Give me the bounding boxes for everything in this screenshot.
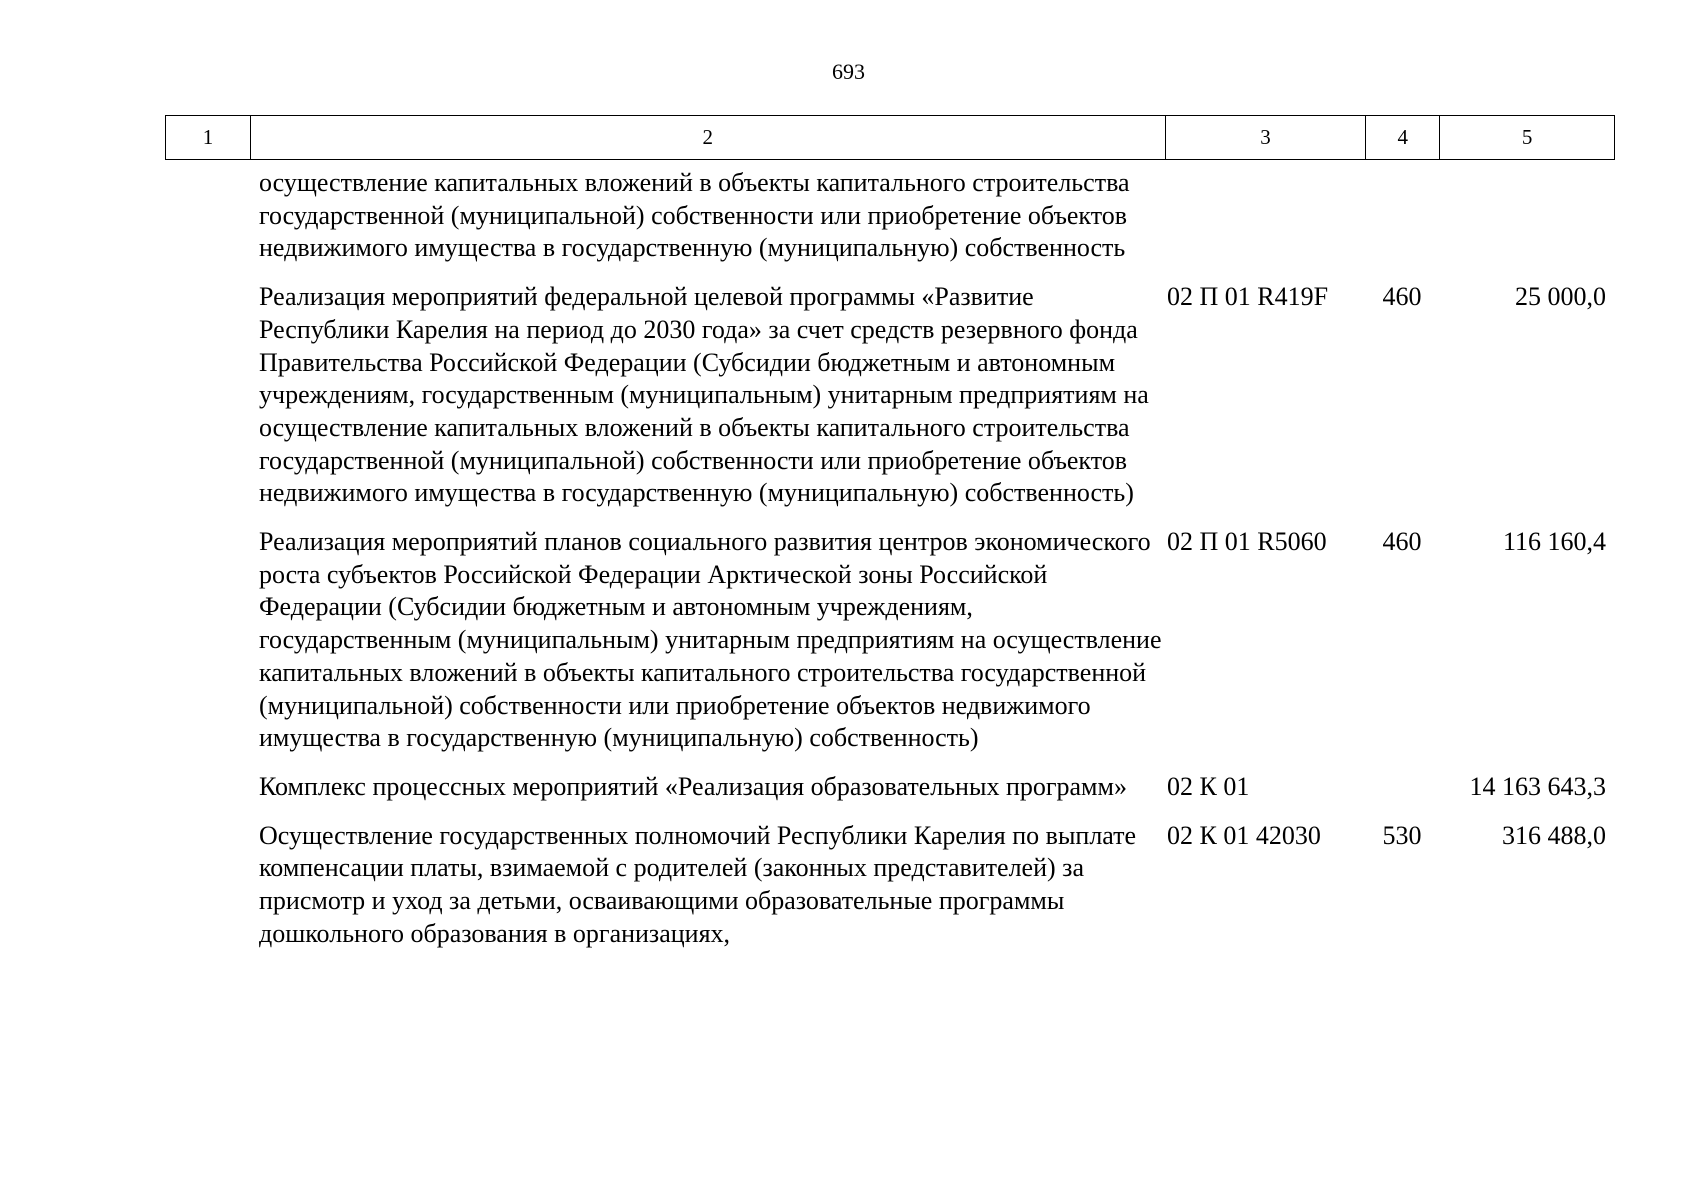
header-col-2: 2 xyxy=(251,116,1166,159)
row-type: 460 xyxy=(1382,282,1422,312)
table-row xyxy=(165,167,1615,265)
row-amount: 316 488,0 xyxy=(1502,820,1606,850)
table-row xyxy=(165,281,1615,510)
row-type xyxy=(1372,771,1432,804)
row-amount: 25 000,0 xyxy=(1515,282,1606,312)
row-description: Реализация мероприятий планов социального развития центров экономического роста субъектов Российской Федерации Арктической зоны Российской Федерации (Субсидии бюджетным и автономным учреждениям, государственным (муниципальным) унитарным предприятиям на осуществление капитальных вложений в объекты капитального строительства государственной (муниципальной) собственности или приобретение объектов недвижимого имущества в государственную (муниципальную) собственность) xyxy=(259,527,1162,753)
table-row xyxy=(165,820,1615,951)
row-code: 02 К 01 42030 xyxy=(1167,820,1321,850)
row-description: Комплекс процессных мероприятий «Реализация образовательных программ» xyxy=(259,771,1127,801)
page-number: 693 xyxy=(832,59,865,84)
row-code: 02 К 01 xyxy=(1167,771,1250,801)
row-amount: 14 163 643,3 xyxy=(1469,771,1606,801)
row-type: 460 xyxy=(1382,527,1422,557)
table-row xyxy=(165,526,1615,755)
header-col-1: 1 xyxy=(166,116,251,159)
row-col-1 xyxy=(165,820,259,951)
header-col-5: 5 xyxy=(1521,125,1533,149)
row-col-1 xyxy=(165,526,259,755)
header-col-3: 3 xyxy=(1166,116,1367,159)
row-description: Осуществление государственных полномочий Республики Карелия по выплате компенсации платы, взимаемой с родителей (законных представителей) за присмотр и уход за детьми, осваивающими образовательные программы дошкольного образования в организациях, xyxy=(259,820,1137,948)
table-body xyxy=(165,167,1615,966)
row-type xyxy=(1372,167,1432,265)
row-col-1 xyxy=(165,771,259,804)
row-code xyxy=(1167,167,1372,265)
table-header xyxy=(165,115,1615,160)
row-amount: 116 160,4 xyxy=(1502,527,1606,557)
row-code: 02 П 01 R419F xyxy=(1167,282,1329,312)
row-type: 530 xyxy=(1382,820,1422,850)
row-description: осуществление капитальных вложений в объекты капитального строительства государственной (муниципальной) собственности или приобретение объектов недвижимого имущества в государственную (муниципальную) собственность xyxy=(259,168,1130,263)
row-amount xyxy=(1432,167,1606,265)
row-code: 02 П 01 R5060 xyxy=(1167,527,1327,557)
header-col-4: 4 xyxy=(1366,116,1440,159)
row-description: Реализация мероприятий федеральной целевой программы «Развитие Республики Карелия на период до 2030 года» за счет средств резервного фонда Правительства Российской Федерации (Субсидии бюджетным и автономным учреждениям, государственным (муниципальным) унитарным предприятиям на осуществление капитальных вложений в объекты капитального строительства государственной (муниципальной) собственности или приобретение объектов недвижимого имущества в государственную (муниципальную) собственность) xyxy=(259,282,1149,508)
row-col-1 xyxy=(165,281,259,510)
table-row xyxy=(165,771,1615,804)
row-col-1 xyxy=(165,167,259,265)
